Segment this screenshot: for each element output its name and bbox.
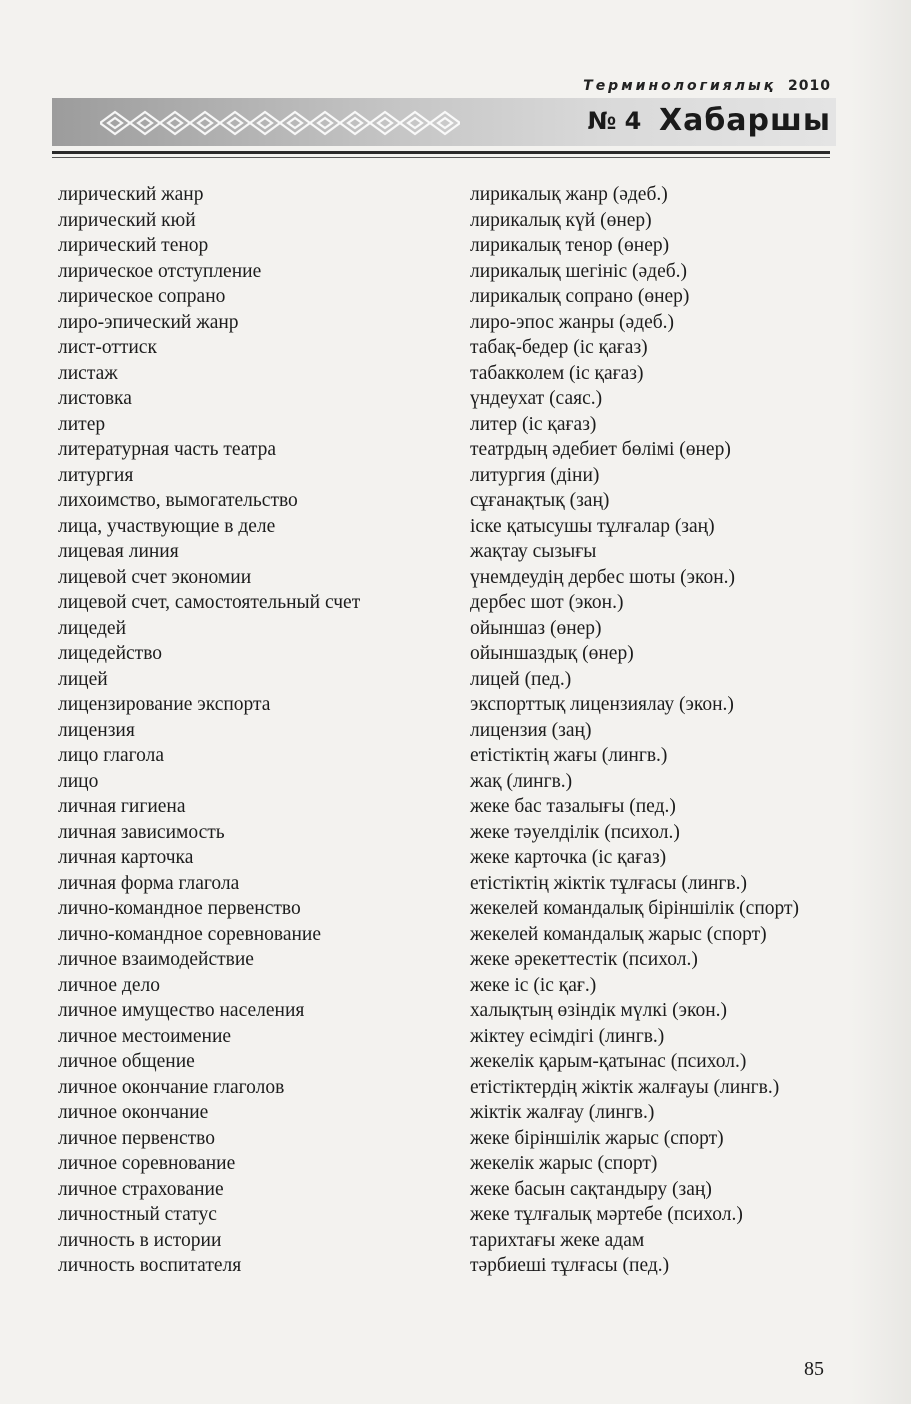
kazakh-term: тәрбиеші тұлғасы (пед.): [470, 1255, 670, 1276]
glossary-entry: [58, 361, 838, 387]
russian-term: лицо: [58, 770, 99, 792]
glossary-entry: [58, 182, 838, 208]
glossary-entry: [58, 1151, 838, 1177]
glossary-entry: [58, 463, 838, 489]
glossary-entry: [58, 998, 838, 1024]
glossary-entry: [58, 1126, 838, 1152]
russian-term: лицензия: [58, 719, 135, 741]
glossary-entry: [58, 259, 838, 285]
glossary-entry: [58, 1253, 838, 1279]
glossary-entry: [58, 820, 838, 846]
russian-term: лицей: [58, 668, 108, 690]
kazakh-term: іске қатысушы тұлғалар (заң): [470, 515, 715, 537]
russian-term: лицензирование экспорта: [58, 694, 271, 715]
kazakh-term: жеке тұлғалық мәртебе (психол.): [470, 1204, 743, 1225]
russian-term: лицевой счет, самостоятельный счет: [58, 592, 361, 613]
kazakh-term: табакколем (іс қағаз): [470, 362, 644, 384]
kazakh-term: жеке басын сақтандыру (заң): [470, 1178, 712, 1200]
glossary-entry: [58, 412, 838, 438]
kazakh-term: дербес шот (экон.): [470, 592, 624, 613]
kazakh-term: жекелей командалық біріншілік (спорт): [470, 898, 800, 919]
kazakh-term: жеке әрекеттестік (психол.): [470, 949, 698, 970]
glossary-entry: [58, 386, 838, 412]
ornament-pattern: [100, 108, 460, 138]
kazakh-term: табақ-бедер (іс қағаз): [470, 337, 648, 358]
russian-term: лица, участвующие в деле: [58, 515, 276, 537]
kazakh-term: лирикалық сопрано (өнер): [470, 286, 690, 307]
russian-term: личное имущество населения: [58, 1000, 305, 1021]
kazakh-term: лицей (пед.): [470, 668, 572, 690]
glossary-entry: [58, 335, 838, 361]
kazakh-term: жіктеу есімдігі (лингв.): [470, 1025, 665, 1047]
russian-term: лицедейство: [58, 643, 163, 664]
glossary-entry: [58, 743, 838, 769]
russian-term: лирическое сопрано: [58, 286, 226, 307]
glossary-entry: [58, 590, 838, 616]
kazakh-term: етістіктің жіктік тұлғасы (лингв.): [470, 872, 748, 894]
glossary-entry: [58, 1228, 838, 1254]
glossary-list: [58, 182, 838, 1279]
glossary-entry: [58, 1075, 838, 1101]
russian-term: литургия: [58, 464, 134, 486]
russian-term: личная карточка: [58, 847, 194, 868]
glossary-entry: [58, 641, 838, 667]
russian-term: литературная часть театра: [58, 439, 277, 460]
glossary-entry: [58, 973, 838, 999]
journal-year: 2010: [788, 78, 831, 94]
issue-title: [587, 103, 831, 138]
issue-number: № 4: [587, 106, 642, 135]
glossary-entry: [58, 488, 838, 514]
russian-term: литер: [58, 413, 106, 435]
glossary-entry: [58, 310, 838, 336]
glossary-entry: [58, 437, 838, 463]
glossary-entry: [58, 667, 838, 693]
russian-term: лирический тенор: [58, 235, 209, 256]
kazakh-term: жіктік жалғау (лингв.): [470, 1102, 655, 1123]
kazakh-term: литер (іс қағаз): [470, 413, 597, 435]
kazakh-term: жеке тәуелділік (психол.): [470, 821, 680, 843]
journal-name: [583, 78, 831, 94]
glossary-entry: [58, 539, 838, 565]
kazakh-term: жақтау сызығы: [470, 541, 597, 562]
page-number: 85: [804, 1358, 824, 1380]
kazakh-term: жақ (лингв.): [470, 770, 573, 792]
russian-term: личностный статус: [58, 1204, 217, 1225]
glossary-entry: [58, 845, 838, 871]
russian-term: лирический кюй: [58, 209, 196, 231]
russian-term: личное страхование: [58, 1178, 224, 1200]
kazakh-term: етістіктердің жіктік жалғауы (лингв.): [470, 1076, 780, 1098]
kazakh-term: үндеухат (саяс.): [470, 388, 603, 409]
russian-term: личное окончание: [58, 1102, 209, 1123]
glossary-entry: [58, 565, 838, 591]
russian-term: личная зависимость: [58, 821, 225, 843]
glossary-entry: [58, 947, 838, 973]
russian-term: личность воспитателя: [58, 1255, 242, 1276]
kazakh-term: лицензия (заң): [470, 719, 592, 741]
russian-term: личное первенство: [58, 1127, 215, 1149]
russian-term: лично-командное первенство: [58, 898, 301, 919]
kazakh-term: ойыншаз (өнер): [470, 617, 602, 639]
russian-term: лично-командное соревнование: [58, 923, 322, 945]
kazakh-term: ойыншаздық (өнер): [470, 643, 634, 664]
kazakh-term: тарихтағы жеке адам: [470, 1229, 645, 1251]
glossary-entry: [58, 616, 838, 642]
journal-title: Терминологиялық: [583, 78, 777, 94]
russian-term: лицедей: [58, 617, 127, 639]
russian-term: личная гигиена: [58, 796, 186, 817]
kazakh-term: жекелік қарым-қатынас (психол.): [470, 1051, 747, 1072]
kazakh-term: литургия (діни): [470, 464, 600, 486]
glossary-entry: [58, 1177, 838, 1203]
header-rule: [52, 151, 830, 154]
journal-masthead: Хабаршы: [658, 103, 831, 138]
glossary-entry: [58, 1100, 838, 1126]
glossary-entry: [58, 1024, 838, 1050]
russian-term: лихоимство, вымогательство: [58, 490, 298, 511]
russian-term: лист-оттиск: [58, 337, 157, 358]
russian-term: лицо глагола: [58, 745, 165, 766]
glossary-entry: [58, 514, 838, 540]
glossary-entry: [58, 233, 838, 259]
glossary-entry: [58, 1202, 838, 1228]
kazakh-term: лирикалық жанр (әдеб.): [470, 184, 668, 205]
kazakh-term: жеке карточка (іс қағаз): [470, 847, 667, 868]
glossary-entry: [58, 896, 838, 922]
kazakh-term: жеке біріншілік жарыс (спорт): [470, 1127, 724, 1149]
kazakh-term: лирикалық тенор (өнер): [470, 235, 670, 256]
glossary-entry: [58, 692, 838, 718]
page-edge-shadow: [851, 0, 911, 1404]
glossary-entry: [58, 718, 838, 744]
russian-term: лирический жанр: [58, 184, 204, 205]
kazakh-term: лирикалық шегініс (әдеб.): [470, 260, 688, 282]
russian-term: лирическое отступление: [58, 260, 262, 282]
kazakh-term: лирикалық күй (өнер): [470, 209, 652, 231]
kazakh-term: экспорттық лицензиялау (экон.): [470, 694, 734, 715]
kazakh-term: жекелік жарыс (спорт): [470, 1153, 658, 1174]
glossary-entry: [58, 794, 838, 820]
russian-term: лиро-эпический жанр: [58, 311, 239, 333]
russian-term: личное дело: [58, 974, 160, 996]
russian-term: листовка: [58, 388, 132, 409]
glossary-entry: [58, 769, 838, 795]
glossary-entry: [58, 1049, 838, 1075]
russian-term: лицевой счет экономии: [58, 566, 252, 588]
russian-term: личное местоимение: [58, 1025, 232, 1047]
kazakh-term: етістіктің жағы (лингв.): [470, 745, 668, 766]
glossary-entry: [58, 208, 838, 234]
kazakh-term: театрдың әдебиет бөлімі (өнер): [470, 439, 731, 460]
russian-term: личность в истории: [58, 1229, 222, 1251]
glossary-entry: [58, 922, 838, 948]
glossary-entry: [58, 284, 838, 310]
kazakh-term: халықтың өзіндік мүлкі (экон.): [470, 1000, 728, 1021]
russian-term: листаж: [58, 362, 118, 384]
russian-term: личная форма глагола: [58, 872, 240, 894]
russian-term: личное взаимодействие: [58, 949, 254, 970]
russian-term: личное окончание глаголов: [58, 1076, 285, 1098]
russian-term: личное соревнование: [58, 1153, 236, 1174]
kazakh-term: жеке іс (іс қағ.): [470, 974, 597, 996]
kazakh-term: сұғанақтық (заң): [470, 490, 610, 511]
russian-term: лицевая линия: [58, 541, 179, 562]
header-rule-thin: [52, 157, 830, 158]
russian-term: личное общение: [58, 1051, 195, 1072]
kazakh-term: лиро-эпос жанры (әдеб.): [470, 311, 675, 333]
page-header: [0, 0, 911, 170]
kazakh-term: жеке бас тазалығы (пед.): [470, 796, 676, 817]
glossary-entry: [58, 871, 838, 897]
kazakh-term: жекелей командалық жарыс (спорт): [470, 923, 767, 945]
kazakh-term: үнемдеудің дербес шоты (экон.): [470, 566, 736, 588]
